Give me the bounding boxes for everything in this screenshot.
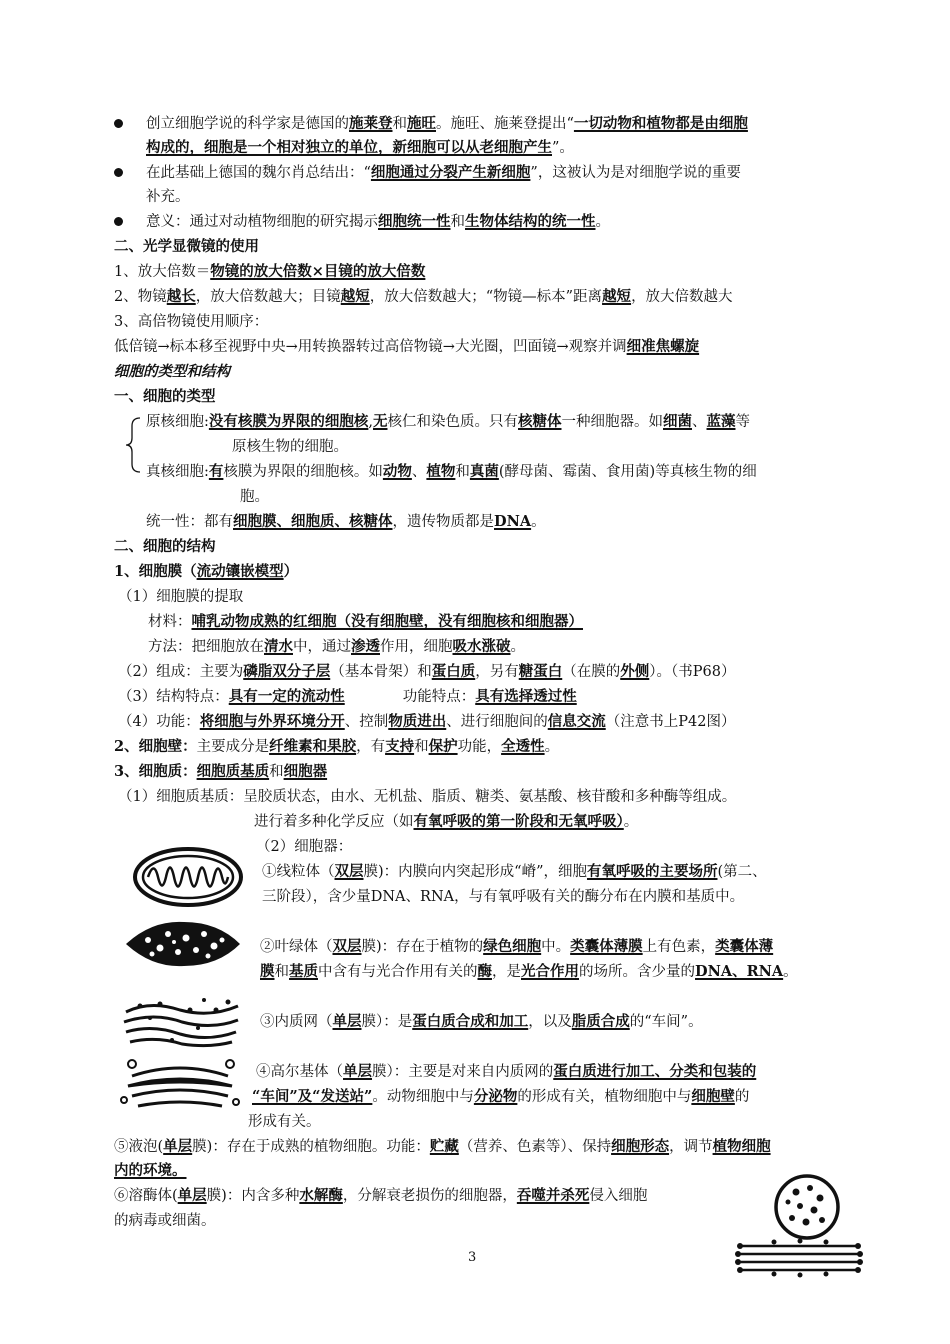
eukaryote-line-b: 胞。 — [240, 489, 269, 505]
centriole-icon — [734, 1232, 864, 1282]
section-heading-microscope: 二、光学显微镜的使用 — [114, 238, 259, 255]
golgi-line-c: 形成有关。 — [248, 1114, 321, 1130]
page-number: 3 — [468, 1250, 477, 1265]
chapter-title: 细胞的类型和结构 — [114, 363, 230, 380]
membrane-line-2: 材料：哺乳动物成熟的红细胞（没有细胞壁，没有细胞核和细胞器） — [148, 613, 583, 630]
chloroplast-line-b: 膜和基质中含有与光合作用有关的酶，是光合作用的场所。含少量的DNA、RNA。 — [260, 963, 798, 980]
microscope-line-1: 1、放大倍数＝物镜的放大倍数×目镜的放大倍数 — [114, 263, 426, 280]
membrane-line-6: （4）功能：将细胞与外界环境分开、控制物质进出、进行细胞间的信息交流（注意书上P42图） — [118, 713, 736, 730]
chloroplast-line: ②叶绿体（双层膜)：存在于植物的绿色细胞中。类囊体薄膜上有色素，类囊体薄 — [260, 938, 774, 955]
prokaryote-line-b: 原核生物的细胞。 — [232, 439, 348, 455]
microscope-line-3: 3、高倍物镜使用顺序： — [114, 314, 269, 330]
bullet-dot — [114, 168, 123, 177]
vacuole-line: ⑤液泡(单层膜)：存在于成熟的植物细胞。功能：贮藏（营养、色素等）、保持细胞形态，调节植物细胞 — [114, 1138, 771, 1155]
microscope-line-2: 2、物镜越长，放大倍数越大；目镜越短，放大倍数越大；“物镜—标本”距离越短，放大倍数越大 — [114, 288, 733, 305]
cytoplasm-line: 3、细胞质：细胞质基质和细胞器 — [114, 763, 328, 780]
cytosol-line-b: 进行着多种化学反应（如有氧呼吸的第一阶段和无氧呼吸）。 — [254, 813, 639, 830]
cell-theory-line-1b: 构成的，细胞是一个相对独立的单位，新细胞可以从老细胞产生”。 — [146, 139, 574, 156]
lysosome-line: ⑥溶酶体(单层膜)：内含多种水解酶，分解衰老损伤的细胞器，吞噬并杀死侵入细胞 — [114, 1187, 648, 1204]
membrane-line-5: （3）结构特点：具有一定的流动性 功能特点：具有选择透过性 — [118, 688, 577, 705]
microscope-line-4: 低倍镜→标本移至视野中央→用转换器转过高倍物镜→大光圈，凹面镜→观察并调细准焦螺旋 — [114, 338, 700, 355]
bullet-dot — [114, 217, 123, 226]
chloroplast-icon — [122, 918, 244, 970]
membrane-line-3: 方法：把细胞放在清水中，通过渗透作用，细胞吸水涨破。 — [148, 638, 525, 655]
golgi-line-b: “车间”及“发送站”。动物细胞中与分泌物的形成有关，植物细胞中与细胞壁的 — [252, 1088, 750, 1105]
cytosol-line: （1）细胞质基质：呈胶质状态，由水、无机盐、脂质、糖类、氨基酸、核苷酸和多种酶等组成。 — [118, 789, 737, 805]
organelles-heading: （2）细胞器： — [256, 839, 353, 855]
vacuole-line-b: 内的环境。 — [114, 1162, 187, 1179]
golgi-apparatus-icon — [118, 1054, 244, 1118]
unity-line: 统一性：都有细胞膜、细胞质、核糖体，遗传物质都是DNA。 — [146, 513, 546, 530]
cell-theory-line-2: 在此基础上德国的魏尔肖总结出：“细胞通过分裂产生新细胞”，这被认为是对细胞学说的重要 — [146, 164, 741, 181]
prokaryote-line: 原核细胞:没有核膜为界限的细胞核,无核仁和染色质。只有核糖体一种细胞器。如细菌、蓝藻等 — [146, 413, 750, 430]
mitochondrion-line: ①线粒体（双层膜)：内膜向内突起形成“嵴”，细胞有氧呼吸的主要场所(第二、 — [262, 863, 767, 880]
cell-theory-line-1: 创立细胞学说的科学家是德国的施莱登和施旺。施旺、施莱登提出“一切动物和植物都是由细胞 — [146, 115, 748, 132]
membrane-line-4: （2）组成：主要为磷脂双分子层（基本骨架）和蛋白质，另有糖蛋白（在膜的外侧）。（书P68） — [118, 663, 736, 680]
mitochondrion-line-b: 三阶段），含少量DNA、RNA，与有氧呼吸有关的酶分布在内膜和基质中。 — [262, 889, 745, 905]
golgi-line: ④高尔基体（单层膜）：主要是对来自内质网的蛋白质进行加工、分类和包装的 — [256, 1063, 757, 1080]
eukaryote-line: 真核细胞:有核膜为界限的细胞核。如动物、植物和真菌(酵母菌、霉菌、食用菌)等真核生物的细 — [146, 463, 757, 480]
bullet-dot — [114, 119, 123, 128]
cell-theory-line-3: 意义：通过对动植物细胞的研究揭示细胞统一性和生物体结构的统一性。 — [146, 213, 610, 230]
cell-theory-line-2b: 补充。 — [146, 189, 190, 205]
section-heading-structure: 二、细胞的结构 — [114, 538, 216, 555]
lysosome-line-b: 的病毒或细菌。 — [114, 1213, 216, 1229]
brace-icon — [124, 416, 142, 474]
section-heading-cell-types: 一、细胞的类型 — [114, 388, 216, 405]
endoplasmic-reticulum-icon — [120, 992, 244, 1050]
mitochondrion-icon — [132, 846, 244, 908]
membrane-line-1: （1）细胞膜的提取 — [118, 589, 244, 605]
cell-wall-line: 2、细胞壁：主要成分是纤维素和果胶，有支持和保护功能，全透性。 — [114, 738, 560, 755]
membrane-heading: 1、细胞膜（流动镶嵌模型） — [114, 563, 299, 580]
er-line: ③内质网（单层膜）：是蛋白质合成和加工，以及脂质合成的“车间”。 — [260, 1013, 703, 1030]
